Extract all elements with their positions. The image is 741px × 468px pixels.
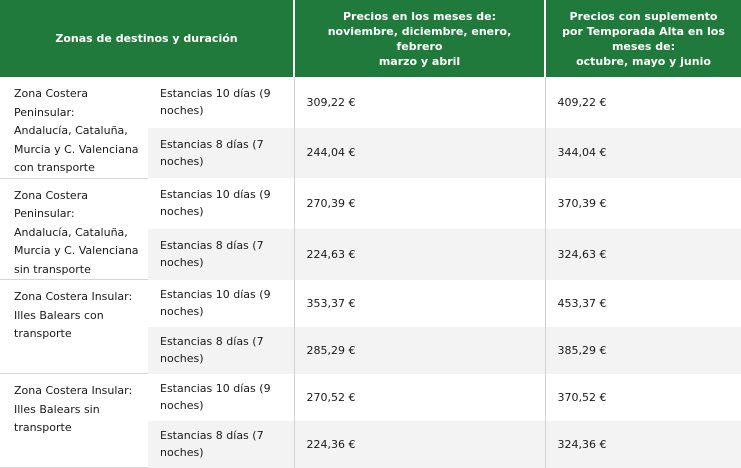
duration-cell	[148, 327, 294, 374]
duration-line: Estancias 8 días (7	[160, 429, 264, 442]
duration-line: Estancias 10 días (9	[160, 382, 271, 395]
table-row	[0, 77, 741, 128]
duration-line: Estancias 10 días (9	[160, 288, 271, 301]
header-supplement-line: octubre, mayo y junio	[576, 54, 711, 68]
header-prices	[294, 0, 545, 77]
zone-line: Illes Balears sin	[14, 402, 100, 416]
supplement-price-cell: 370,39 €	[545, 178, 741, 229]
zone-line: con transporte	[14, 161, 95, 174]
zone-line: Peninsular:	[14, 105, 75, 119]
zone-line: Andalucía, Cataluña,	[14, 225, 128, 239]
table-row	[0, 374, 741, 421]
table-row	[0, 280, 741, 327]
duration-line: Estancias 8 días (7	[160, 239, 264, 253]
duration-line: noches)	[160, 305, 204, 318]
duration-cell	[148, 421, 294, 468]
duration-line: noches)	[160, 256, 204, 270]
header-row	[0, 0, 741, 77]
zone-cell	[0, 374, 148, 468]
price-cell: 270,39 €	[294, 178, 545, 229]
price-cell: 285,29 €	[294, 327, 545, 374]
duration-line: Estancias 10 días (9	[160, 87, 271, 101]
supplement-price-cell: 370,52 €	[545, 374, 741, 421]
duration-line: noches)	[160, 446, 204, 459]
zone-line: transporte	[14, 327, 72, 340]
zone-line: Murcia y C. Valenciana	[14, 244, 139, 257]
price-cell: 353,37 €	[294, 280, 545, 327]
duration-line: Estancias 8 días (7	[160, 137, 264, 151]
price-cell: 224,63 €	[294, 229, 545, 280]
duration-cell	[148, 229, 294, 280]
supplement-price-cell: 453,37 €	[545, 280, 741, 327]
zone-line: Zona Costera	[14, 188, 88, 202]
zone-line: Illes Balears con	[14, 308, 104, 322]
duration-cell	[148, 280, 294, 327]
duration-line: noches)	[160, 352, 204, 365]
header-prices-line: marzo y abril	[378, 54, 461, 68]
header-prices-line: noviembre, diciembre, enero, febrero	[327, 24, 512, 53]
duration-cell	[148, 128, 294, 179]
zone-cell	[0, 178, 148, 280]
zone-line: Andalucía, Cataluña,	[14, 124, 128, 137]
supplement-price-cell: 324,63 €	[545, 229, 741, 280]
zone-cell	[0, 280, 148, 374]
duration-line: noches)	[160, 399, 204, 412]
zone-line: Murcia y C. Valenciana	[14, 142, 139, 156]
duration-cell	[148, 178, 294, 229]
price-cell: 224,36 €	[294, 421, 545, 468]
price-cell: 244,04 €	[294, 128, 545, 179]
supplement-price-cell: 409,22 €	[545, 77, 741, 128]
zone-line: Zona Costera	[14, 87, 88, 100]
zone-line: Zona Costera Insular:	[14, 384, 133, 397]
zone-line: transporte	[14, 421, 72, 434]
header-supplement	[545, 0, 741, 77]
supplement-price-cell: 344,04 €	[545, 128, 741, 179]
header-supplement-line: meses de:	[611, 39, 676, 53]
duration-line: Estancias 8 días (7	[160, 335, 264, 348]
header-supplement-line: por Temporada Alta en los	[562, 24, 725, 38]
supplement-price-cell: 324,36 €	[545, 421, 741, 468]
zone-cell	[0, 77, 148, 178]
duration-line: noches)	[160, 205, 204, 219]
zone-line: sin transporte	[14, 262, 91, 276]
duration-line: noches)	[160, 104, 204, 118]
duration-line: Estancias 10 días (9	[160, 188, 271, 202]
table-row	[0, 178, 741, 229]
duration-line: noches)	[160, 154, 204, 168]
duration-cell	[148, 77, 294, 128]
price-cell: 309,22 €	[294, 77, 545, 128]
price-cell: 270,52 €	[294, 374, 545, 421]
zone-line: Peninsular:	[14, 207, 75, 220]
header-prices-line: Precios en los meses de:	[342, 9, 497, 23]
duration-cell	[148, 374, 294, 421]
supplement-price-cell: 385,29 €	[545, 327, 741, 374]
header-zones: Zonas de destinos y duración	[0, 0, 294, 77]
header-supplement-line: Precios con suplemento	[569, 9, 718, 23]
zone-line: Zona Costera Insular:	[14, 290, 133, 303]
